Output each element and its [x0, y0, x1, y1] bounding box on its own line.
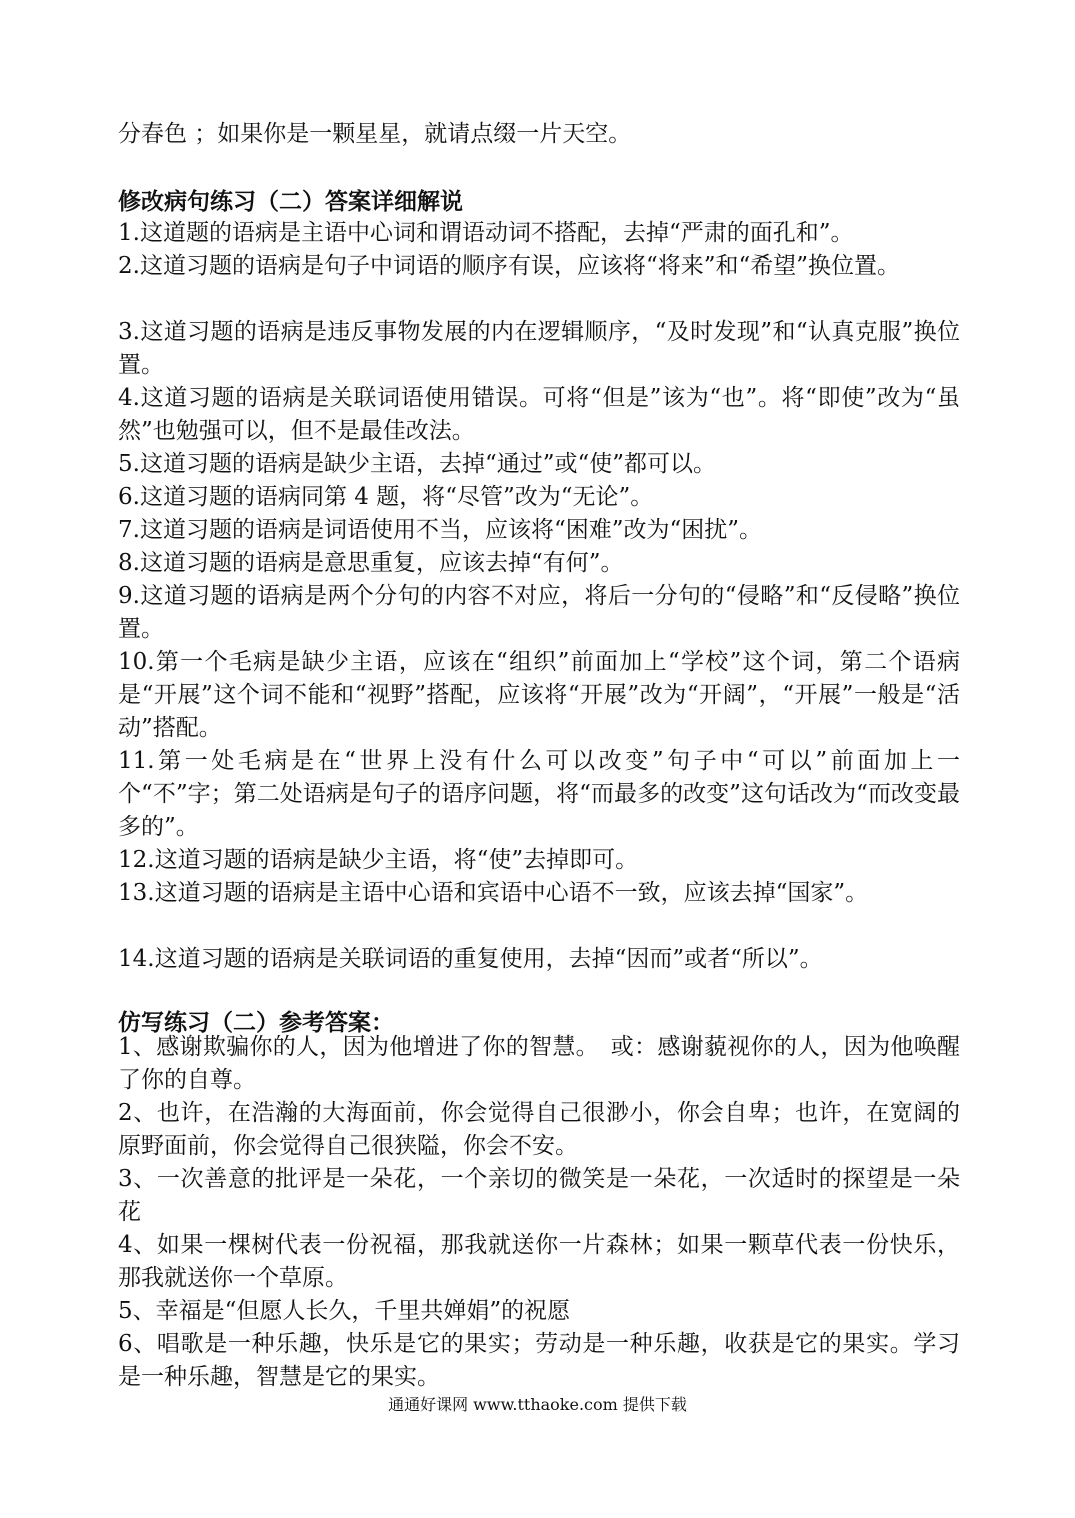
section-title-imitation-writing: 仿写练习（二）参考答案：: [118, 1009, 394, 1036]
section-title-sentence-correction: 修改病句练习（二）答案详细解说: [118, 188, 463, 215]
imitation-answer-4: 4、如果一棵树代表一份祝福，那我就送你一片森林；如果一颗草代表一份快乐，那我就送你一个草原。: [118, 1232, 960, 1291]
imitation-answer-3: 3、一次善意的批评是一朵花，一个亲切的微笑是一朵花，一次适时的探望是一朵花: [118, 1166, 960, 1225]
answer-item-12: 12.这道习题的语病是缺少主语，将“使”去掉即可。: [118, 847, 639, 873]
answer-item-14: 14.这道习题的语病是关联词语的重复使用，去掉“因而”或者“所以”。: [118, 946, 823, 972]
answer-item-4: 4.这道习题的语病是关联词语使用错误。可将“但是”该为“也”。将“即使”改为“虽然”也勉强可以，但不是最佳改法。: [118, 385, 960, 444]
imitation-answer-1: 1、感谢欺骗你的人，因为他增进了你的智慧。 或：感谢藐视你的人，因为他唤醒了你的自尊。: [118, 1034, 960, 1093]
imitation-answer-5: 5、幸福是“但愿人长久，千里共婵娟”的祝愿: [118, 1298, 571, 1324]
answer-item-2: 2.这道习题的语病是句子中词语的顺序有误，应该将“将来”和“希望”换位置。: [118, 253, 900, 279]
answer-item-6: 6.这道习题的语病同第 4 题，将“尽管”改为“无论”。: [118, 484, 654, 510]
answer-item-9: 9.这道习题的语病是两个分句的内容不对应，将后一分句的“侵略”和“反侵略”换位置。: [118, 583, 960, 642]
intro-line: 分春色 ；如果你是一颗星星，就请点缀一片天空。: [118, 121, 632, 147]
answer-item-10: 10.第一个毛病是缺少主语，应该在“组织”前面加上“学校”这个词，第二个语病是“开展”这个词不能和“视野”搭配，应该将“开展”改为“开阔”，“开展”一般是“活动”搭配。: [118, 649, 960, 741]
answer-item-11: 11.第一处毛病是在“世界上没有什么可以改变”句子中“可以”前面加上一个“不”字；第二处语病是句子的语序问题，将“而最多的改变”这句话改为“而改变最多的”。: [118, 748, 960, 840]
imitation-answer-2: 2、也许，在浩瀚的大海面前，你会觉得自己很渺小，你会自卑；也许，在宽阔的原野面前，你会觉得自己很狭隘，你会不安。: [118, 1100, 960, 1159]
answer-item-1: 1.这道题的语病是主语中心词和谓语动词不搭配，去掉“严肃的面孔和”。: [118, 220, 854, 246]
imitation-answer-6: 6、唱歌是一种乐趣，快乐是它的果实；劳动是一种乐趣，收获是它的果实。学习是一种乐趣，智慧是它的果实。: [118, 1331, 960, 1390]
answer-item-13: 13.这道习题的语病是主语中心语和宾语中心语不一致，应该去掉“国家”。: [118, 880, 869, 906]
answer-item-5: 5.这道习题的语病是缺少主语，去掉“通过”或“使”都可以。: [118, 451, 716, 477]
answer-item-7: 7.这道习题的语病是词语使用不当，应该将“困难”改为“困扰”。: [118, 517, 762, 543]
answer-item-3: 3.这道习题的语病是违反事物发展的内在逻辑顺序，“及时发现”和“认真克服”换位置。: [118, 319, 960, 378]
footer-source: 通通好课网 www.tthaoke.com 提供下载: [388, 1395, 687, 1414]
answer-item-8: 8.这道习题的语病是意思重复，应该去掉“有何”。: [118, 550, 624, 576]
